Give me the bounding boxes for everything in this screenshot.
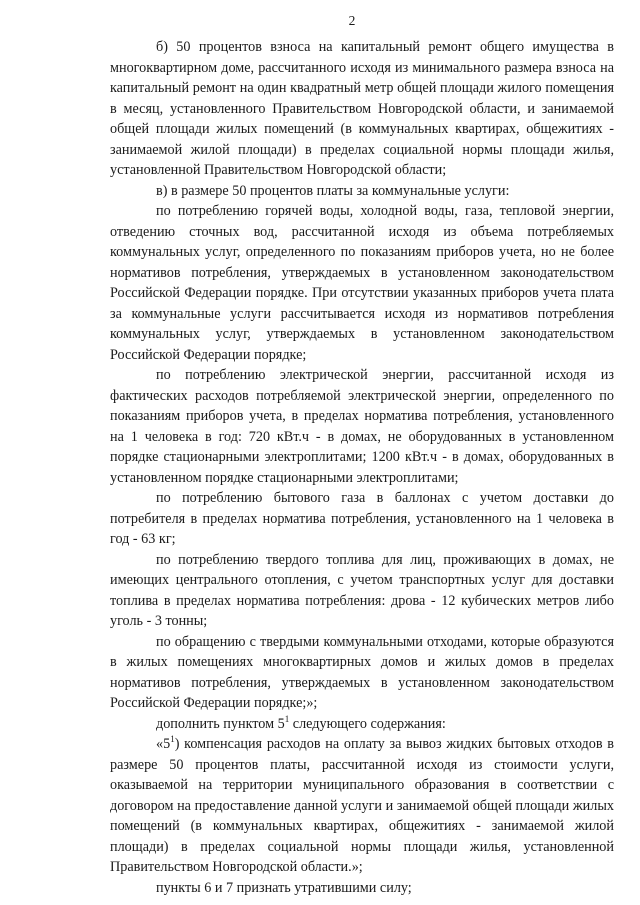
paragraph-add-clause — [110, 714, 614, 735]
page-number: 2 — [348, 13, 356, 28]
clause-sup: 1 — [170, 734, 175, 744]
add-clause-before: дополнить пунктом 5 — [156, 715, 285, 732]
paragraph-electricity: по потреблению электрической энергии, рассчитанной исходя из фактических расходов потребляемой электрической энергии, определенного по показаниям приборов учета, в пределах норматива потребления, установленного на 1 человека в год: 720 кВт.ч - в домах, не оборудованных в установленном порядке стационарными электроплитами; 1200 кВт.ч - в домах, оборудованных в установленном порядке стационарными электроплитами; — [110, 367, 614, 486]
paragraph-gas: по потреблению бытового газа в баллонах с учетом доставки до потребителя в пределах норматива потребления, установленного на 1 человека в год - 63 кг; — [110, 490, 614, 547]
add-clause-after: следующего содержания: — [289, 715, 446, 732]
add-clause-sup: 1 — [284, 713, 290, 724]
paragraph-hot-water: по потреблению горячей воды, холодной воды, газа, тепловой энергии, отведению сточных вод, рассчитанной исходя из объема потребляемых коммунальных услуг, определенного по показаниям приборов учета, но не более нормативов потребления, утверждаемых в установленном законодательством Российской Федерации порядке. При отсутствии указанных приборов учета плата за коммунальные услуги рассчитывается исходя из нормативов потребления коммунальных услуг, утверждаемых в установленном законодательством Российской Федерации порядке; — [110, 203, 614, 363]
paragraph-waste: по обращению с твердыми коммунальными отходами, которые образуются в жилых помещениях многоквартирных домов и жилых домов в пределах нормативов потребления, утверждаемых в установленном законодательством Российской Федерации порядке;»; — [110, 633, 614, 711]
paragraph-v: в) в размере 50 процентов платы за коммунальные услуги: — [156, 182, 510, 199]
paragraph-b: б) 50 процентов взноса на капитальный ремонт общего имущества в многоквартирном доме, рассчитанного исходя из минимального размера взноса на капитальный ремонт на один квадратный метр общей площади жилого помещения в месяц, установленного Правительством Новгородской области, и занимаемой общей площади жилых помещений (в коммунальных квартирах, общежитиях - занимаемой жилой площади) в пределах социальной нормы площади жилья, установленной Правительством Новгородской области; — [110, 39, 614, 178]
paragraph-clause-5-1 — [110, 734, 614, 878]
paragraph-final: пункты 6 и 7 признать утратившими силу; — [156, 879, 412, 896]
clause-before: «5 — [156, 736, 171, 752]
clause-after: ) компенсация расходов на оплату за вывоз жидких бытовых отходов в размере 50 процентов платы, рассчитанной исходя из стоимости услуги, оказываемой на территории муниципального образования в соответствии с договором на предоставление данной услуги и занимаемой общей площади жилых помещений (в коммунальных квартирах, общежитиях - занимаемой жилой площади) в пределах социальной нормы площади жилья, установленной Правительством Новгородской области.»; — [110, 736, 614, 875]
paragraph-fuel: по потреблению твердого топлива для лиц, проживающих в домах, не имеющих центрального отопления, с учетом транспортных услуг для доставки топлива в пределах норматива потребления: дрова - 12 кубических метров либо уголь - 3 тонны; — [110, 551, 614, 629]
